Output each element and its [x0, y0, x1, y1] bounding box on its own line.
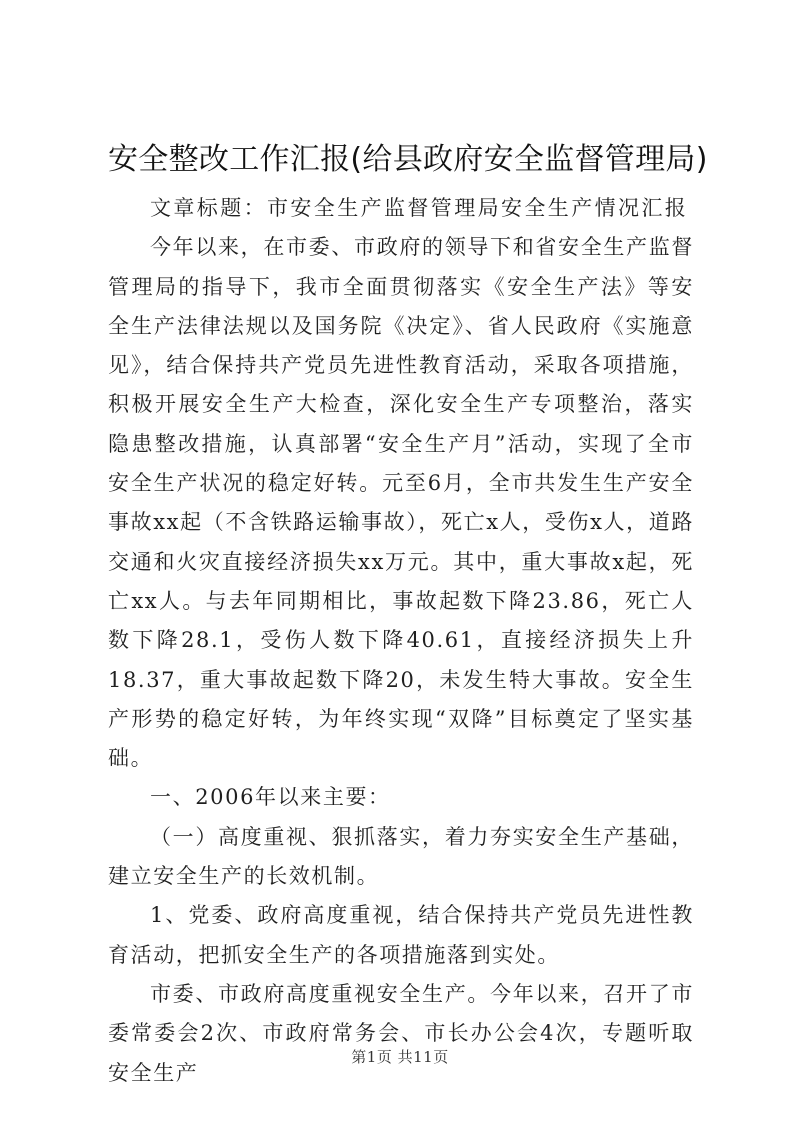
page-footer: 第1页 共11页 — [351, 1048, 449, 1066]
subsection-heading: （一）高度重视、狠抓落实，着力夯实安全生产基础，建立安全生产的长效机制。 — [108, 824, 694, 889]
article-subtitle: 文章标题：市安全生产监督管理局安全生产情况汇报 — [150, 196, 689, 220]
paragraph-meetings: 市委、市政府高度重视安全生产。今年以来，召开了市委常委会2次、市政府常务会、市长办公会4次，专题听取安全生产 — [108, 981, 694, 1085]
section-heading: 一、2006年以来主要： — [150, 785, 391, 810]
document-title: 安全整改工作汇报(给县政府安全监督管理局) — [108, 142, 708, 177]
document-body — [108, 189, 694, 1093]
paragraph-intro: 今年以来，在市委、市政府的领导下和省安全生产监督管理局的指导下，我市全面贯彻落实《安全生产法》等安全生产法律法规以及国务院《决定》、省人民政府《实施意见》，结合保持共产党员先进性教育活动，采取各项措施，积极开展安全生产大检查，深化安全生产专项整治，落实隐患整改措施，认真部署“安全生产月”活动，实现了全市安全生产状况的稳定好转。元至6月，全市共发生生产安全事故xx起（不含铁路运输事故），死亡x人，受伤x人，道路交通和火灾直接经济损失xx万元。其中，重大事故x起，死亡xx人。与去年同期相比，事故起数下降23.86，死亡人数下降28.1，受伤人数下降40.61，直接经济损失上升18.37，重大事故起数下降20，未发生特大事故。安全生产形势的稳定好转，为年终实现“双降”目标奠定了坚实基础。 — [108, 235, 694, 771]
item-heading: 1、党委、政府高度重视，结合保持共产党员先进性教育活动，把抓安全生产的各项措施落到实处。 — [108, 903, 694, 967]
